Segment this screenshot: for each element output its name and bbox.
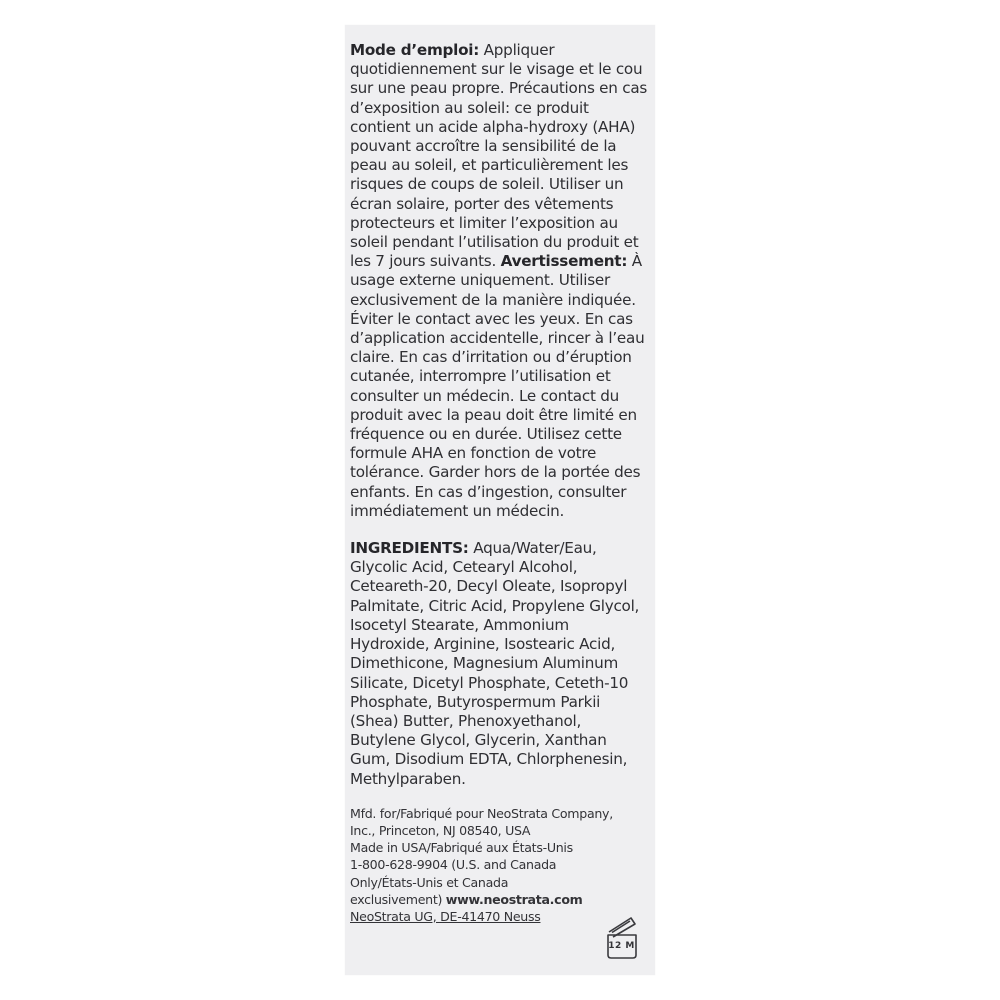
directions-text: Appliquer quotidiennement sur le visage et le cou sur une peau propre. Précautions en cas d’exposition au soleil: ce produit contient un acide alpha-hydroxy (AHA) pouvant accroître la sensibilité de la peau au soleil, et particulièrement les risques de coups de soleil. Utiliser un écran solaire, porter des vêtements protecteurs et limiter l’exposition au soleil pendant l’utilisation du produit et les 7 jours suivants. (350, 41, 648, 271)
phone-line: 1-800-628-9904 (U.S. and Canada (350, 857, 557, 873)
ingredients-text: Aqua/Water/Eau, Glycolic Acid, Cetearyl Alcohol, Ceteareth-20, Decyl Oleate, Isopropyl Palmitate, Citric Acid, Propylene Glycol, Isocetyl Stearate, Ammonium Hydroxide, Arginine, Isostearic Acid, Dimethicone, Magnesium Aluminum Silicate, Dicetyl Phosphate, Ceteth-10 Phosphate, Butyrospermum Parkii (Shea) Butter, Phenoxyethanol, Butylene Glycol, Glycerin, Xanthan Gum, Disodium EDTA, Chlorphenesin, Methylparaben. (350, 539, 640, 788)
made-in: Made in USA/Fabriqué aux États-Unis (350, 840, 573, 856)
ingredients-label: INGREDIENTS: (350, 539, 469, 558)
manufacturer-address: Inc., Princeton, NJ 08540, USA (350, 822, 531, 838)
open-jar-icon (605, 915, 641, 961)
warning-label: Avertissement: (500, 252, 628, 271)
website-prefix: exclusivement) (350, 891, 446, 907)
manufacturer-info (350, 805, 650, 925)
phone-region: Only/États-Unis et Canada (350, 874, 509, 890)
period-after-opening-symbol (605, 915, 641, 961)
label-content (350, 41, 650, 925)
website-line (350, 891, 650, 908)
ingredients (350, 539, 650, 789)
website-link[interactable]: www.neostrata.com (445, 891, 583, 907)
directions-and-warning (350, 41, 650, 521)
manufacturer-line: Mfd. for/Fabriqué pour NeoStrata Company, (350, 805, 613, 821)
pao-label: 12 M (608, 941, 635, 951)
warning-text: À usage externe uniquement. Utiliser exclusivement de la manière indiquée. Éviter le contact avec les yeux. En cas d’application accidentelle, rincer à l’eau claire. En cas d’irritation ou d’éruption cutanée, interrompre l’utilisation et consulter un médecin. Le contact du produit avec la peau doit être limité en fréquence ou en durée. Utilisez cette formule AHA en fonction de votre tolérance. Garder hors de la portée des enfants. En cas d’ingestion, consulter immédiatement un médecin. (350, 252, 645, 520)
directions-label: Mode d’emploi: (350, 41, 480, 59)
eu-representative: NeoStrata UG, DE-41470 Neuss (350, 908, 541, 924)
